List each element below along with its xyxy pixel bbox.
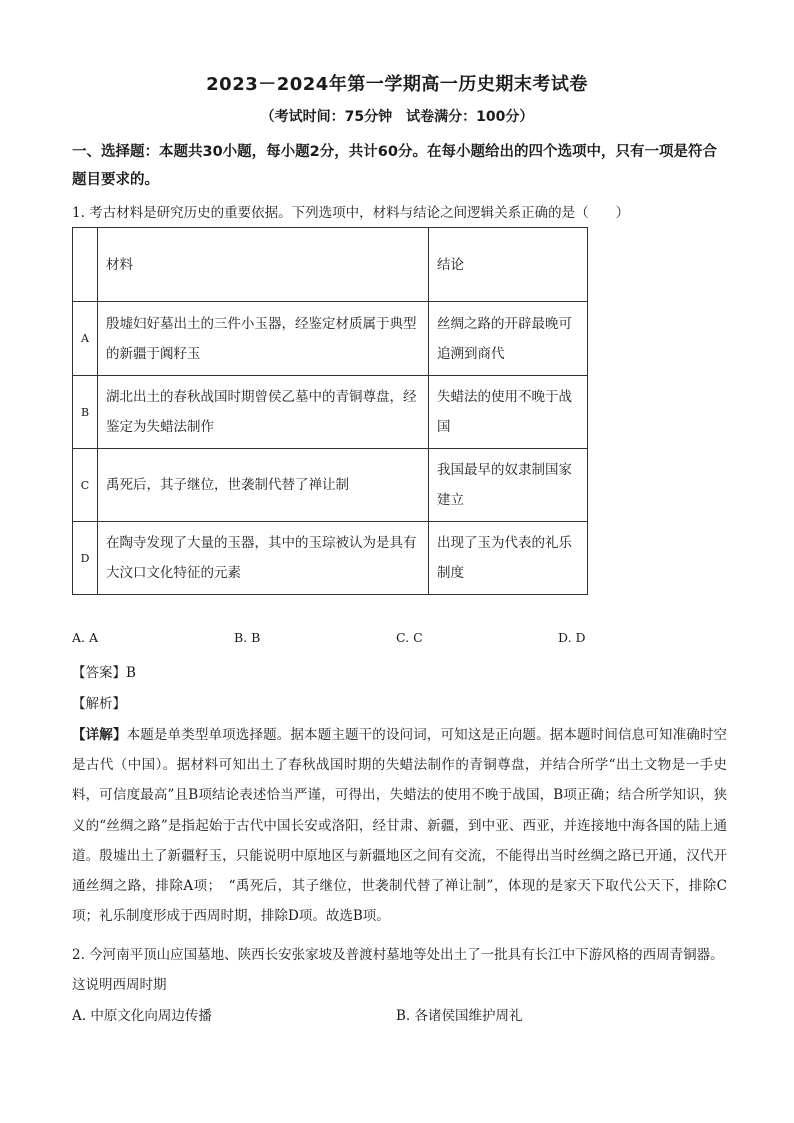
option-d[interactable]: D. D	[558, 630, 586, 645]
table-row	[73, 376, 588, 449]
row-letter: D	[73, 522, 98, 595]
answer-value: B	[126, 665, 136, 681]
detail-text: 本题是单类型单项选择题。据本题主题干的设问词，可知这是正向题。据本题时间信息可知准确时空是古代（中国）。据材料可知出土了春秋战国时期的失蜡法制作的青铜尊盘，并结合所学“出土文物是一手史料，可信度最高”且B项结论表述恰当严谨，可得出，失蜡法的使用不晚于战国，B项正确；结合所学知识，狭义的“丝绸之路”是指起始于古代中国长安或洛阳，经甘肃、新疆，到中亚、西亚，并连接地中海各国的陆上通道。殷墟出土了新疆籽玉，只能说明中原地区与新疆地区之间有交流，不能得出当时丝绸之路已开通，汉代开通丝绸之路，排除A项； “禹死后，其子继位，世袭制代替了禅让制”，体现的是家天下取代公天下，排除C项；礼乐制度形成于西周时期，排除D项。故选B项。	[72, 727, 728, 925]
question-1-table	[72, 227, 588, 595]
exam-title: 2023－2024年第一学期高一历史期末考试卷	[206, 74, 588, 95]
row-letter: C	[73, 449, 98, 522]
detail-label: 【详解】	[72, 727, 127, 743]
row-conclusion: 丝绸之路的开辟最晚可追溯到商代	[429, 302, 588, 376]
exam-subtitle: （考试时间：75分钟 试卷满分：100分）	[260, 109, 534, 125]
row-material: 在陶寺发现了大量的玉器，其中的玉琮被认为是具有大汶口文化特征的元素	[98, 522, 429, 595]
table-row	[73, 522, 588, 595]
table-row	[73, 302, 588, 376]
row-conclusion: 失蜡法的使用不晚于战国	[429, 376, 588, 449]
table-header-cell	[73, 228, 98, 302]
answer-line	[72, 658, 727, 688]
detail-paragraph	[72, 720, 727, 931]
question-1-stem: 1. 考古材料是研究历史的重要依据。下列选项中，材料与结论之间逻辑关系正确的是（ ）	[72, 205, 630, 221]
row-material: 湖北出土的春秋战国时期曾侯乙墓中的青铜尊盘，经鉴定为失蜡法制作	[98, 376, 429, 449]
section-heading: 一、选择题：本题共30小题，每小题2分，共计60分。在每小题给出的四个选项中，只有一项是符合题目要求的。	[72, 144, 717, 188]
table-header-material: 材料	[98, 228, 429, 302]
answer-label: 【答案】	[72, 665, 126, 681]
table-row	[73, 449, 588, 522]
q2-option-b[interactable]: B. 各诸侯国维护周礼	[396, 1008, 523, 1024]
row-material: 禹死后，其子继位，世袭制代替了禅让制	[98, 449, 429, 522]
question-2-stem: 2. 今河南平顶山应国墓地、陕西长安张家坡及普渡村墓地等处出土了一批具有长江中下游风格的西周青铜器。这说明西周时期	[72, 947, 724, 993]
option-b[interactable]: B. B	[234, 630, 261, 645]
row-conclusion: 出现了玉为代表的礼乐制度	[429, 522, 588, 595]
analysis-label: 【解析】	[72, 696, 126, 712]
row-letter: A	[73, 302, 98, 376]
table-header-row	[73, 228, 588, 302]
row-letter: B	[73, 376, 98, 449]
q2-option-a[interactable]: A. 中原文化向周边传播	[72, 1008, 212, 1024]
option-a[interactable]: A. A	[72, 630, 99, 645]
table-header-conclusion: 结论	[429, 228, 588, 302]
row-material: 殷墟妇好墓出土的三件小玉器，经鉴定材质属于典型的新疆于阗籽玉	[98, 302, 429, 376]
row-conclusion: 我国最早的奴隶制国家建立	[429, 449, 588, 522]
option-c[interactable]: C. C	[396, 630, 423, 645]
